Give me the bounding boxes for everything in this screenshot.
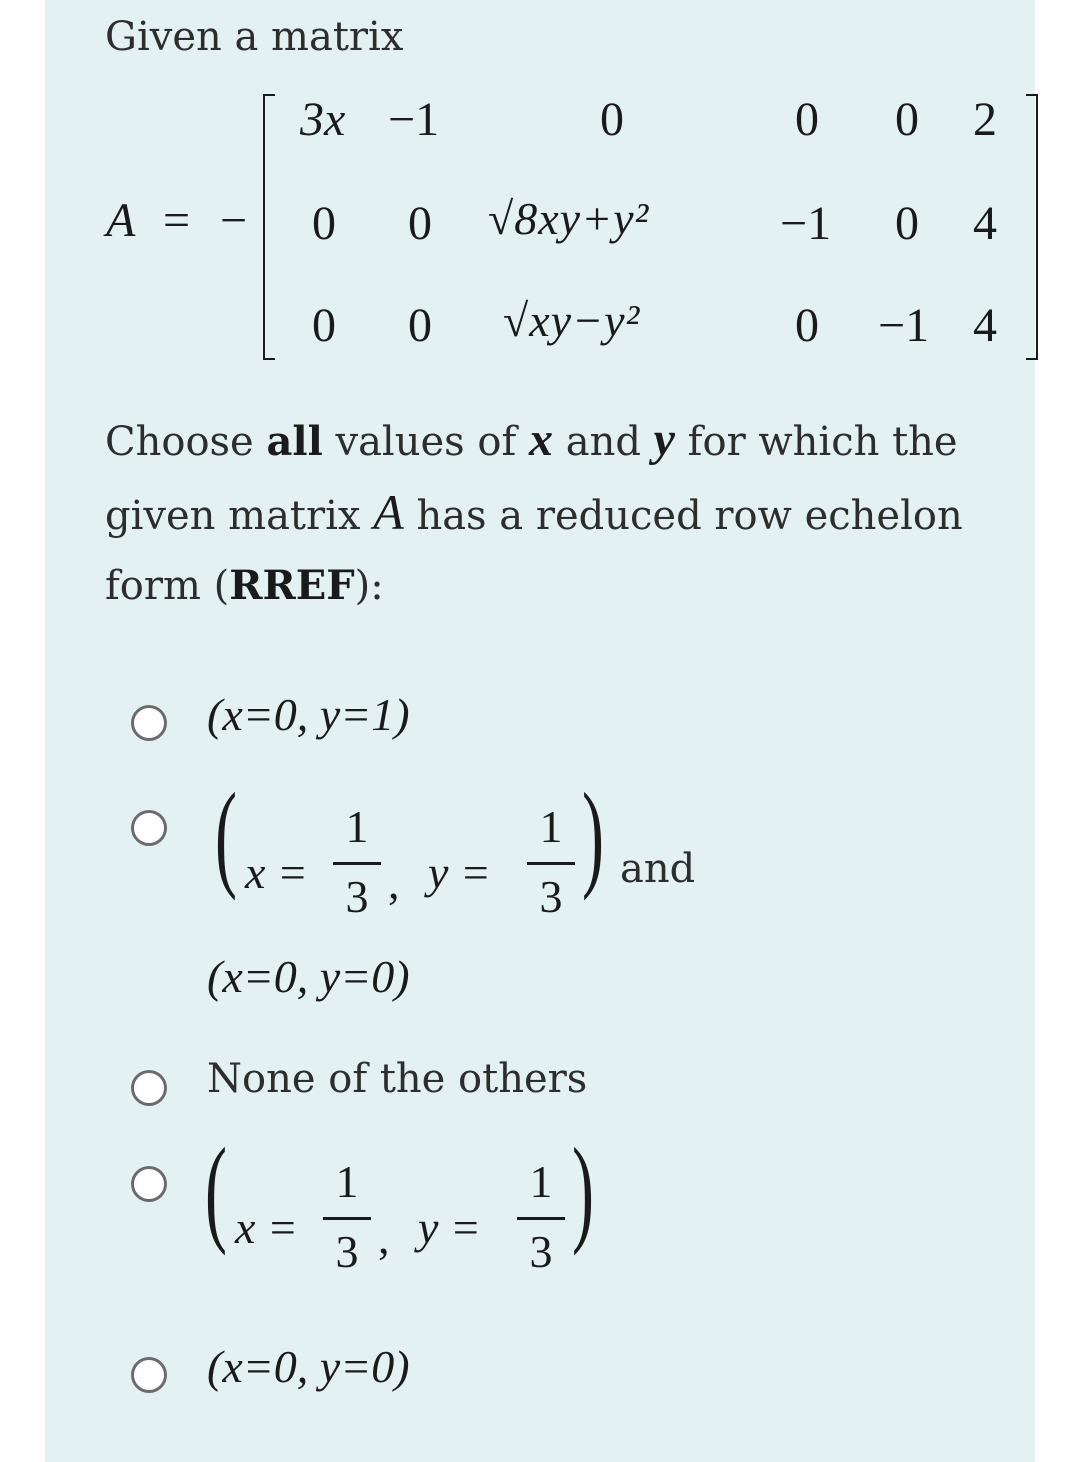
matrix-cell: −1 [780,197,832,250]
numerator: 1 [539,801,563,852]
numerator: 1 [529,1156,553,1207]
fraction-y [527,800,575,930]
radio-option-2[interactable] [131,810,167,846]
numerator: 1 [345,801,369,852]
option-2-second: (x=0, y=0) [207,951,410,1002]
fraction-bar [323,1217,371,1220]
denominator: 3 [529,1226,553,1277]
option-var: y = [428,847,491,898]
matrix-lhs: A [106,194,136,247]
option-1-label[interactable]: (x=0, y=1) [207,689,410,740]
question-fragment: ): [354,563,384,609]
matrix-cell-sqrt: √xy−y² [503,295,641,346]
var-a: A [373,484,404,540]
var-y: y [653,413,675,466]
matrix-cell: −1 [388,93,440,146]
matrix-cell: 0 [795,299,819,352]
matrix-cell: 0 [600,93,624,146]
matrix-cell-sqrt: √8xy+y² [488,193,650,244]
matrix-cell: 0 [408,197,432,250]
question-fragment: has a reduced row echelon form ( [105,493,963,609]
radio-option-3[interactable] [131,1070,167,1106]
matrix-negation: − [220,194,248,247]
left-paren: ( [205,1123,227,1256]
denominator: 3 [335,1226,359,1277]
radio-option-5[interactable] [131,1357,167,1393]
fraction-bar [517,1217,565,1220]
question-fragment: for which the given matrix [105,419,958,539]
prompt-text: Given a matrix [105,14,404,60]
option-5-label[interactable]: (x=0, y=0) [207,1341,410,1392]
matrix-equals: = [163,194,191,247]
matrix-left-bracket [263,94,275,360]
matrix-cell: −1 [878,299,930,352]
fraction-bar [527,862,575,865]
matrix-cell: 0 [312,197,336,250]
question-fragment: and [553,419,654,465]
matrix-cell: 2 [973,93,997,146]
and-text: and [620,846,696,892]
fraction-y [517,1155,565,1285]
question-text [105,405,985,621]
option-3-label[interactable]: None of the others [207,1056,588,1102]
radio-option-4[interactable] [131,1166,167,1202]
numerator: 1 [335,1156,359,1207]
question-fragment: Choose [105,419,267,465]
denominator: 3 [539,871,563,922]
comma: , [388,857,400,908]
option-var: x = [235,1202,298,1253]
fraction-x [323,1155,371,1285]
bold-all: all [266,418,323,465]
matrix-cell: 0 [408,299,432,352]
fraction-bar [333,862,381,865]
bold-rref: RREF [229,562,355,609]
radio-option-1[interactable] [131,705,167,741]
matrix-a [0,0,1080,380]
right-paren: ) [582,768,604,901]
matrix-cell: 0 [312,299,336,352]
left-paren: ( [215,768,237,901]
comma: , [378,1212,390,1263]
matrix-cell: 0 [895,197,919,250]
var-x: x [529,413,553,466]
question-fragment: values of [322,419,529,465]
matrix-cell: 4 [973,299,997,352]
option-var: y = [418,1202,481,1253]
fraction-x [333,800,381,930]
matrix-cell: 4 [973,197,997,250]
matrix-right-bracket [1026,94,1038,360]
right-paren: ) [572,1123,594,1256]
matrix-cell: 0 [795,93,819,146]
matrix-cell: 3x [300,93,346,146]
option-var: x = [245,847,308,898]
matrix-cell: 0 [895,93,919,146]
denominator: 3 [345,871,369,922]
